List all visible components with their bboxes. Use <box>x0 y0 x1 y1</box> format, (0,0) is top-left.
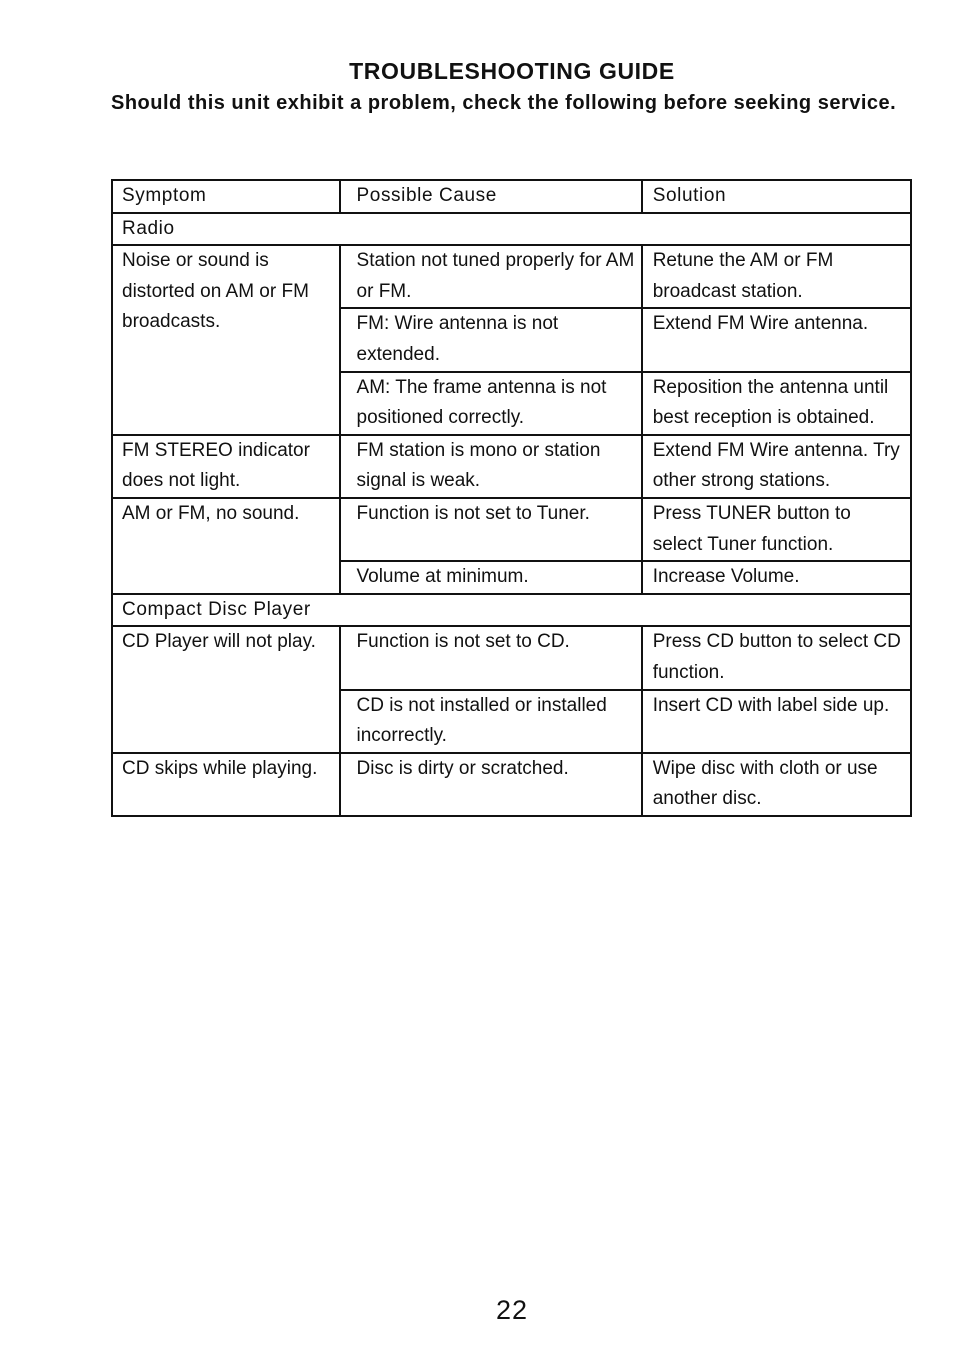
section-title: Radio <box>112 213 911 246</box>
symptom-cell: CD Player will not play. <box>112 626 340 752</box>
page-number: 22 <box>495 1295 529 1325</box>
section-row-compact-disc-player <box>112 594 911 627</box>
header-symptom: Symptom <box>112 180 340 213</box>
cause-cell: CD is not installed or installed incorrectly. <box>340 690 642 753</box>
solution-cell: Extend FM Wire antenna. <box>642 308 911 371</box>
table-row <box>112 753 911 816</box>
table-row <box>112 626 911 689</box>
header-solution: Solution <box>642 180 911 213</box>
table-row <box>112 498 911 561</box>
cause-cell: Volume at minimum. <box>340 561 642 594</box>
table-row <box>112 245 911 308</box>
symptom-cell: CD skips while playing. <box>112 753 340 816</box>
cause-cell: Function is not set to Tuner. <box>340 498 642 561</box>
cause-cell: AM: The frame antenna is not positioned correctly. <box>340 372 642 435</box>
solution-cell: Increase Volume. <box>642 561 911 594</box>
troubleshooting-table <box>111 179 912 817</box>
cause-cell: FM station is mono or station signal is weak. <box>340 435 642 498</box>
cause-cell: Disc is dirty or scratched. <box>340 753 642 816</box>
solution-cell: Extend FM Wire antenna. Try other strong stations. <box>642 435 911 498</box>
intro-text: Should this unit exhibit a problem, check the following before seeking service. <box>111 92 897 114</box>
solution-cell: Press TUNER button to select Tuner function. <box>642 498 911 561</box>
cause-cell: FM: Wire antenna is not extended. <box>340 308 642 371</box>
page-title: TROUBLESHOOTING GUIDE <box>349 58 675 84</box>
header-possible-cause: Possible Cause <box>340 180 642 213</box>
section-row-radio <box>112 213 911 246</box>
solution-cell: Insert CD with label side up. <box>642 690 911 753</box>
cause-cell: Function is not set to CD. <box>340 626 642 689</box>
solution-cell: Retune the AM or FM broadcast station. <box>642 245 911 308</box>
table-header-row <box>112 180 911 213</box>
symptom-cell: AM or FM, no sound. <box>112 498 340 594</box>
solution-cell: Reposition the antenna until best reception is obtained. <box>642 372 911 435</box>
solution-cell: Press CD button to select CD function. <box>642 626 911 689</box>
solution-cell: Wipe disc with cloth or use another disc. <box>642 753 911 816</box>
cause-cell: Station not tuned properly for AM or FM. <box>340 245 642 308</box>
table-row <box>112 435 911 498</box>
section-title: Compact Disc Player <box>112 594 911 627</box>
symptom-cell: Noise or sound is distorted on AM or FM broadcasts. <box>112 245 340 435</box>
symptom-cell: FM STEREO indicator does not light. <box>112 435 340 498</box>
